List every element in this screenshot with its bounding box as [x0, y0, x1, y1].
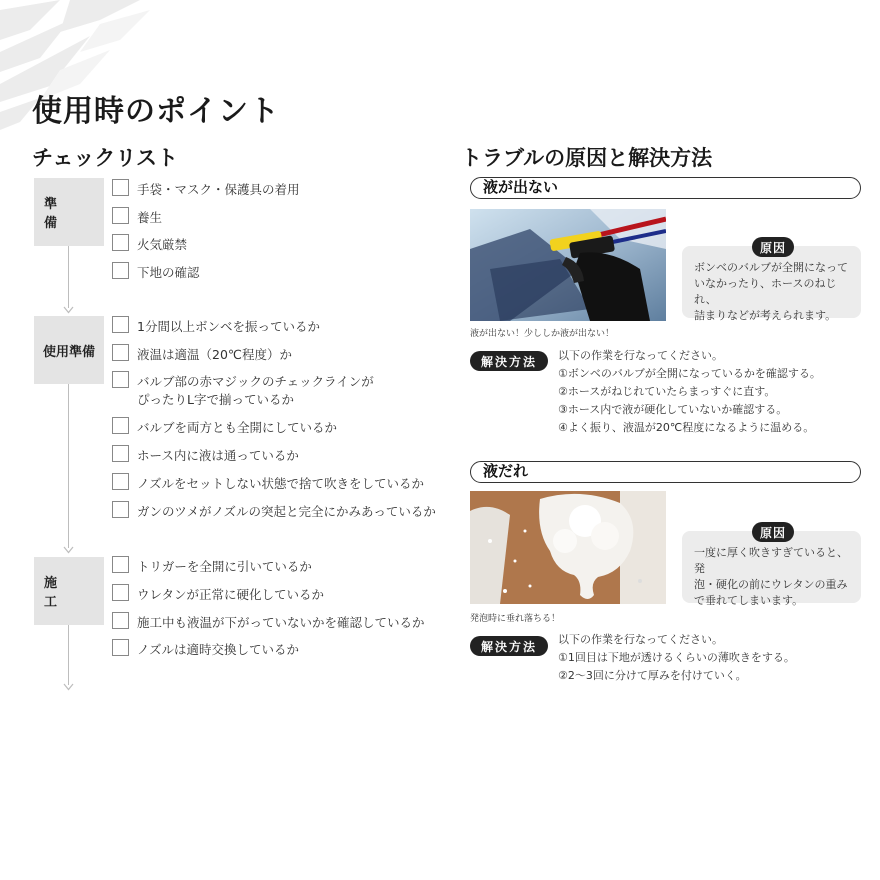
- checklist-item[interactable]: 養生: [112, 209, 162, 227]
- flow-line: [68, 625, 69, 685]
- phase-label-preparation: 準 備: [34, 178, 104, 246]
- solution-text: 以下の作業を行なってください。 ①1回目は下地が透けるくらいの薄吹きをする。 ②2～3回に分けて厚みを付けていく。: [558, 633, 795, 682]
- flow-arrow-icon: [63, 306, 74, 314]
- flow-arrow-icon: [63, 546, 74, 554]
- checklist-item[interactable]: 火気厳禁: [112, 236, 187, 254]
- checklist-item[interactable]: バルブ部の赤マジックのチェックラインが ぴったりL字で揃っているか: [112, 373, 374, 409]
- checkbox[interactable]: [112, 473, 129, 490]
- checkbox[interactable]: [112, 316, 129, 333]
- checkbox[interactable]: [112, 344, 129, 361]
- solution-badge: 解決方法: [470, 351, 548, 371]
- checkbox[interactable]: [112, 445, 129, 462]
- phase-label-use-preparation: 使用準備: [34, 316, 104, 384]
- trouble-heading-dripping: 液だれ: [470, 461, 861, 483]
- checkbox[interactable]: [112, 234, 129, 251]
- phase-label-construction: 施 工: [34, 557, 104, 625]
- checklist-item[interactable]: 施工中も液温が下がっていないかを確認しているか: [112, 614, 425, 632]
- checklist-item[interactable]: 1分間以上ボンベを振っているか: [112, 318, 320, 336]
- photo-caption: 液が出ない！少ししか液が出ない！: [470, 329, 615, 339]
- checklist-item[interactable]: ホース内に液は通っているか: [112, 447, 299, 465]
- checkbox[interactable]: [112, 584, 129, 601]
- checkbox[interactable]: [112, 556, 129, 573]
- checkbox[interactable]: [112, 371, 129, 388]
- checklist-item[interactable]: 下地の確認: [112, 264, 200, 282]
- flow-line: [68, 246, 69, 308]
- cause-box: ボンベのバルブが全開になって いなかったり、ホースのねじれ、 詰まりなどが考えられます。: [682, 246, 861, 318]
- cause-badge: 原因: [752, 237, 794, 257]
- checklist-item[interactable]: 液温は適温（20℃程度）か: [112, 346, 292, 364]
- cause-badge: 原因: [752, 522, 794, 542]
- checklist-item[interactable]: ガンのツメがノズルの突起と完全にかみあっているか: [112, 503, 436, 521]
- checklist-item[interactable]: バルブを両方とも全開にしているか: [112, 419, 337, 437]
- trouble-heading-no-liquid: 液が出ない: [470, 177, 861, 199]
- checklist-item[interactable]: ノズルは適時交換しているか: [112, 641, 299, 659]
- checkbox[interactable]: [112, 639, 129, 656]
- checklist-item[interactable]: ウレタンが正常に硬化しているか: [112, 586, 324, 604]
- solution-text: 以下の作業を行なってください。 ①ボンベのバルブが全開になっているかを確認する。 ②ホースがねじれていたらまっすぐに直す。 ③ホース内で液が硬化していないか確認する。 ④よく振り、液温が20℃程度になるように温める。: [558, 349, 821, 434]
- photo-caption: 発泡時に垂れ落ちる！: [470, 614, 561, 624]
- checklist-item[interactable]: トリガーを全開に引いているか: [112, 558, 312, 576]
- flow-arrow-icon: [63, 683, 74, 691]
- photo-spray-gun: [470, 209, 666, 321]
- flow-line: [68, 384, 69, 548]
- checkbox[interactable]: [112, 207, 129, 224]
- checkbox[interactable]: [112, 417, 129, 434]
- checklist-title: チェックリスト: [32, 146, 178, 170]
- solution-badge: 解決方法: [470, 636, 548, 656]
- checklist-item[interactable]: 手袋・マスク・保護具の着用: [112, 181, 300, 199]
- photo-foam-dripping: [470, 491, 666, 604]
- checklist-item[interactable]: ノズルをセットしない状態で捨て吹きをしているか: [112, 475, 424, 493]
- checkbox[interactable]: [112, 612, 129, 629]
- checkbox[interactable]: [112, 179, 129, 196]
- checkbox[interactable]: [112, 501, 129, 518]
- trouble-title: トラブルの原因と解決方法: [461, 146, 713, 170]
- checkbox[interactable]: [112, 262, 129, 279]
- page-title: 使用時のポイント: [32, 94, 280, 129]
- cause-box: 一度に厚く吹きすぎていると、発 泡・硬化の前にウレタンの重み で垂れてしまいます。: [682, 531, 861, 603]
